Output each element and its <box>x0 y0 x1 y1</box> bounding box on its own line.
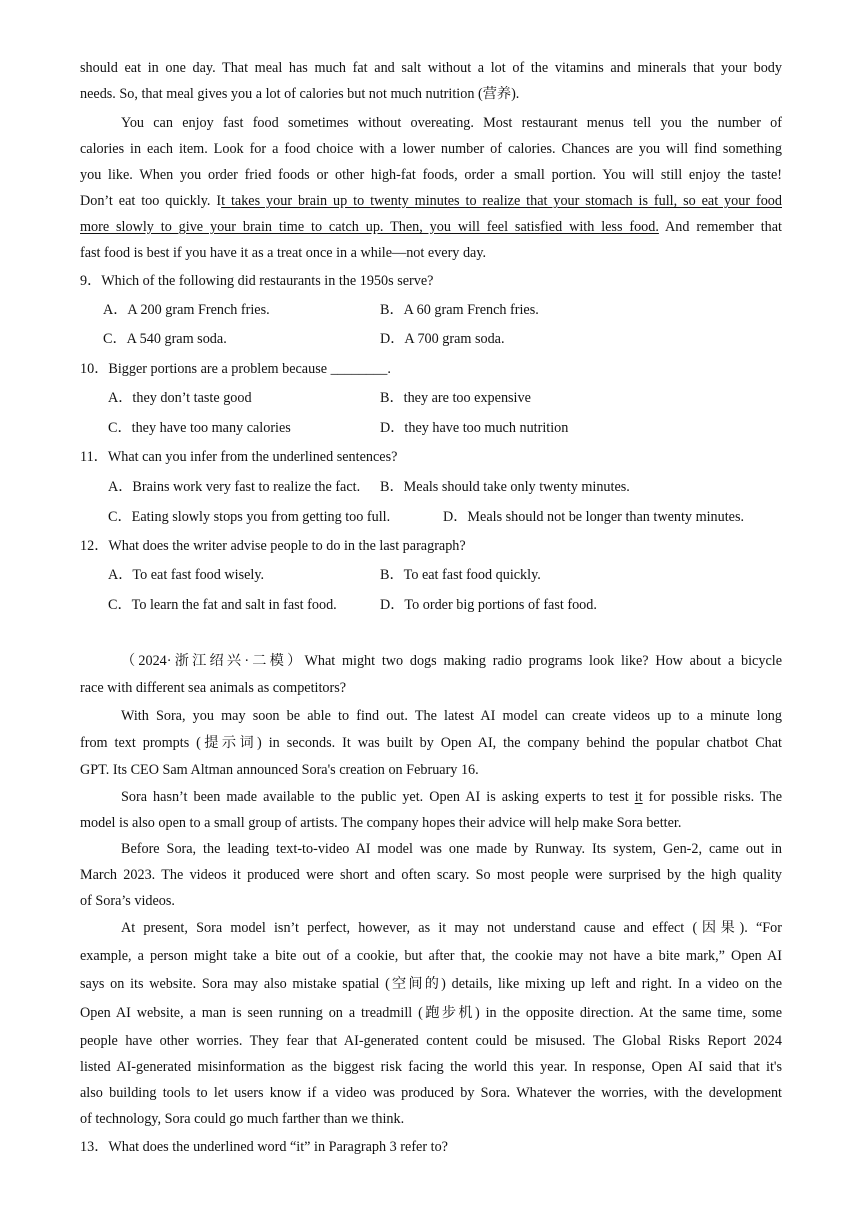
passage2-paragraph2-line: model is also open to a small group of artists. The company hopes their advice will help make Sora better. <box>80 815 682 831</box>
passage2-paragraph4-line: listed AI-generated misinformation as the biggest risk facing the world this year. In response, Open AI said that it's <box>80 1059 782 1075</box>
passage2-paragraph3-line: Before Sora, the leading text-to-video AI model was one made by Runway. Its system, Gen-2, came out in <box>121 841 782 857</box>
question-12-option-d[interactable]: D．To order big portions of fast food. <box>380 597 597 613</box>
passage1-paragraph2-line <box>80 191 782 211</box>
passage2-paragraph4-line: example, a person might take a bite out of a cookie, but after that, the cookie may not have a bite mark,” Open AI <box>80 948 782 964</box>
question-12-option-b[interactable]: B．To eat fast food quickly. <box>380 567 541 583</box>
passage2-paragraph4-line: of technology, Sora could go much farther than we think. <box>80 1111 405 1127</box>
question-13-stem: 13．What does the underlined word “it” in Paragraph 3 refer to? <box>80 1139 448 1155</box>
question-9-option-b[interactable]: B．A 60 gram French fries. <box>380 302 539 318</box>
passage1-paragraph2-line: fast food is best if you have it as a treat once in a while—not every day. <box>80 245 487 261</box>
plain-text: for possible risks. The <box>642 789 782 805</box>
question-10-option-c[interactable]: C．they have too many calories <box>108 420 291 436</box>
question-10-option-d[interactable]: D．they have too much nutrition <box>380 420 569 436</box>
question-12-option-c[interactable]: C．To learn the fat and salt in fast food. <box>108 597 337 613</box>
passage2-paragraph1-line: from text prompts (提示词) in seconds. It was built by Open AI, the company behind the popular chatbot Chat <box>80 735 782 751</box>
plain-text: And remember that <box>658 219 782 235</box>
passage2-paragraph3-line: of Sora’s videos. <box>80 893 175 909</box>
question-11-option-c[interactable]: C．Eating slowly stops you from getting too full. <box>108 509 391 525</box>
question-10-option-a[interactable]: A．they don’t taste good <box>108 390 252 406</box>
passage2-paragraph2-line <box>121 787 782 807</box>
question-9-option-d[interactable]: D．A 700 gram soda. <box>380 331 505 347</box>
passage2-paragraph3-line: March 2023. The videos it produced were short and often scary. So most people were surprised by the high quality <box>80 867 782 883</box>
question-12-option-a[interactable]: A．To eat fast food wisely. <box>108 567 265 583</box>
question-9-stem: 9．Which of the following did restaurants in the 1950s serve? <box>80 273 434 289</box>
passage1-paragraph2-line: you like. When you order fried foods or other high-fat foods, order a small portion. You will still enjoy the taste! <box>80 167 782 183</box>
underlined-word-it: it <box>634 789 643 805</box>
question-11-option-b[interactable]: B．Meals should take only twenty minutes. <box>380 479 630 495</box>
question-10-option-b[interactable]: B．they are too expensive <box>380 390 531 406</box>
underlined-sentence: t takes your brain up to twenty minutes to realize that your stomach is full, so eat your food <box>221 193 782 209</box>
passage2-paragraph1-line: With Sora, you may soon be able to find out. The latest AI model can create videos up to a minute long <box>121 708 782 724</box>
passage2-paragraph1-line: GPT. Its CEO Sam Altman announced Sora's creation on February 16. <box>80 762 479 778</box>
passage1-paragraph2-line: calories in each item. Look for a food choice with a lower number of calories. Chances are you will find something <box>80 141 782 157</box>
question-9-option-c[interactable]: C．A 540 gram soda. <box>103 331 227 347</box>
passage2-paragraph4-line: At present, Sora model isn’t perfect, however, as it may not understand cause and effect (因果). “For <box>121 920 782 936</box>
passage2-paragraph4-line: also building tools to let users know if a video was produced by Sora. Whatever the worries, with the development <box>80 1085 782 1101</box>
passage2-intro-line: race with different sea animals as competitors? <box>80 680 347 696</box>
question-12-stem: 12．What does the writer advise people to do in the last paragraph? <box>80 538 466 554</box>
plain-text: Don’t eat too quickly. I <box>80 193 222 209</box>
passage1-line: should eat in one day. That meal has much fat and salt without a lot of the vitamins and minerals that your body <box>80 60 782 76</box>
question-10-stem: 10．Bigger portions are a problem because ________. <box>80 361 391 377</box>
underlined-sentence: more slowly to give your brain time to catch up. Then, you will feel satisfied with less food. <box>80 219 659 235</box>
plain-text: Sora hasn’t been made available to the public yet. Open AI is asking experts to test <box>121 789 635 805</box>
passage1-line: needs. So, that meal gives you a lot of calories but not much nutrition (营养). <box>80 86 520 102</box>
passage1-paragraph2-line <box>80 217 782 237</box>
question-11-stem: 11．What can you infer from the underlined sentences? <box>80 449 398 465</box>
passage2-paragraph4-line: people have other worries. They fear that AI-generated content could be misused. The Global Risks Report 2024 <box>80 1033 782 1049</box>
question-11-option-a[interactable]: A．Brains work very fast to realize the fact. <box>108 479 361 495</box>
passage1-paragraph2-line: You can enjoy fast food sometimes without overeating. Most restaurant menus tell you the number of <box>121 115 782 131</box>
passage2-paragraph4-line: Open AI website, a man is seen running on a treadmill (跑步机) in the opposite direction. At the same time, some <box>80 1005 782 1021</box>
question-11-option-d[interactable]: D．Meals should not be longer than twenty minutes. <box>443 509 745 525</box>
passage2-intro-line: （2024·浙江绍兴·二模）What might two dogs making radio programs look like? How about a bicycle <box>121 653 782 669</box>
question-9-option-a[interactable]: A．A 200 gram French fries. <box>103 302 270 318</box>
passage2-paragraph4-line: says on its website. Sora may also mistake spatial (空间的) details, like mixing up left and right. In a video on the <box>80 976 782 992</box>
